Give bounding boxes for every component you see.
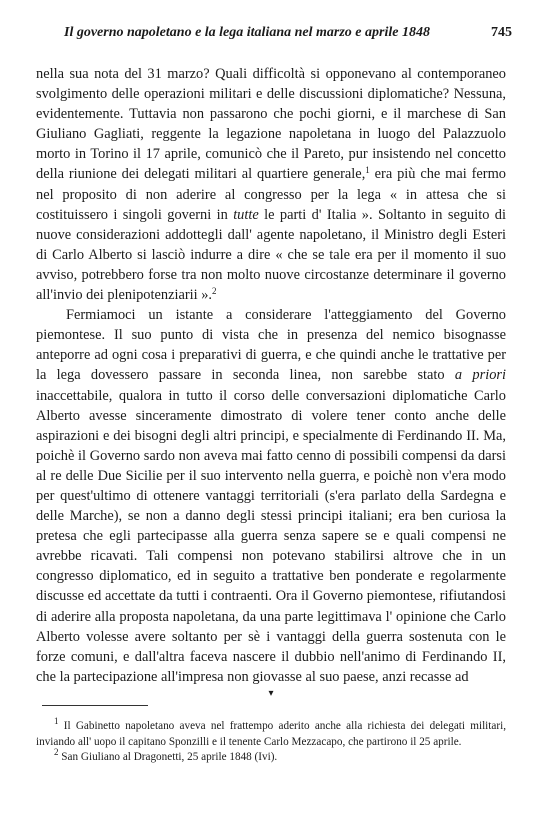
page-number: 745 xyxy=(491,25,512,40)
paragraph-1-text-a: nella sua nota del 31 marzo? Quali difficoltà si opponevano al contemporaneo svolgimento delle operazioni militari e delle discussioni diplomatiche? Nessuna, evidentemente. Tuttavia non passarono che pochi giorni, e il marchese di San Giuliano Gagliati, reggente la legazione napoletana in luogo del Palazzuolo morto in Torino il 17 aprile, comunicò che il Pareto, pur insistendo nel concetto della riunione dei delegati militari al quartiere generale, xyxy=(36,66,506,183)
paragraph-2-text-b: inaccettabile, qualora in tutto il corso delle conversazioni diplomatiche Carlo Alberto avesse sinceramente dimostrato di volere tener conto anche delle aspirazioni e dei bisogni degli altri principi, e specialmente di Ferdinando II. Ma, poichè il Governo sardo non aveva mai fatto cenno di possibili compensi da darsi al re delle Due Sicilie per il suo intervento nella guerra, e poichè non v'era modo per quest'ultimo di ottenere vantaggi territoriali (s'era parlato della Sardegna e delle Marche), se non a danno degli stessi principi italiani; era ben curiosa la pretesa che egli partecipasse alla guerra senza sapere se e quali compensi ne avrebbe ricavati. Tali compensi non potevano stabilirsi altrove che in un congresso diplomatico, ed in seguito a trattative ben ponderate e regolarmente discusse ed accettate da tutti i contraenti. Ora il Governo piemontese, rifiutandosi di aderire alla proposta napoletana, da una parte legittimava l' opinione che Carlo Alberto volesse avere soltanto per sè i vantaggi della guerra sostenuta con le forze comuni, e dall'altra faceva nascere il dubbio nell'animo di Ferdinando II, che la partecipazione all'impresa non giovasse al suo paese, anzi recasse ad xyxy=(36,387,506,685)
emphasis-a-priori: a priori xyxy=(454,367,506,384)
signature-mark: ▾ xyxy=(268,687,274,699)
footnote-1 xyxy=(36,716,506,750)
footnote-divider xyxy=(42,705,148,706)
footnote-1-mark: 1 xyxy=(54,716,59,726)
paragraph-1-text-b: era più che mai fermo nel proposito di non aderire al congresso per la lega « in attesa che si costituissero i singoli governi in xyxy=(36,166,506,223)
paragraph-1-text-c: le parti d' Italia ». Soltanto in seguito di nuove considerazioni addottegli dall' agente napoletano, il Ministro degli Esteri di Carlo Alberto si lasciò indurre a dire « che se tale era per il momento il suo avviso, potrebbero forse tra non molto nuove circostanze determinare il governo all'invio dei plenipotenziarii ». xyxy=(36,206,507,304)
paragraph-1 xyxy=(36,64,506,305)
emphasis-tutte: tutte xyxy=(233,206,259,223)
footnote-ref-1: 1 xyxy=(365,165,370,176)
footnote-2-mark: 2 xyxy=(54,747,59,758)
footnote-ref-2: 2 xyxy=(212,286,217,297)
footnote-2 xyxy=(36,747,506,766)
footnote-1-text: Il Gabinetto napoletano aveva nel frattempo aderito anche alla richiesta dei delegati militari, inviando all' uopo il capitano Sponzilli e il tenente Carlo Mezzacapo, che partirono il 25 aprile. xyxy=(36,720,506,748)
main-text xyxy=(36,64,506,699)
paragraph-2 xyxy=(36,305,506,687)
footnotes xyxy=(36,716,506,766)
footnote-2-text: San Giuliano al Dragonetti, 25 aprile 1848 (Ivi). xyxy=(61,751,278,764)
running-title: Il governo napoletano e la lega italiana nel marzo e aprile 1848 xyxy=(64,25,430,40)
paragraph-2-text-a: Fermiamoci un istante a considerare l'atteggiamento del Governo piemontese. Il suo punto di vista che in presenza del nemico bisognasse anteporre ad ogni cosa i preparativi di guerra, e che quindi anche le trattative per la lega dovessero passare in seconda linea, non sarebbe stato xyxy=(36,307,506,384)
running-header xyxy=(64,24,512,42)
